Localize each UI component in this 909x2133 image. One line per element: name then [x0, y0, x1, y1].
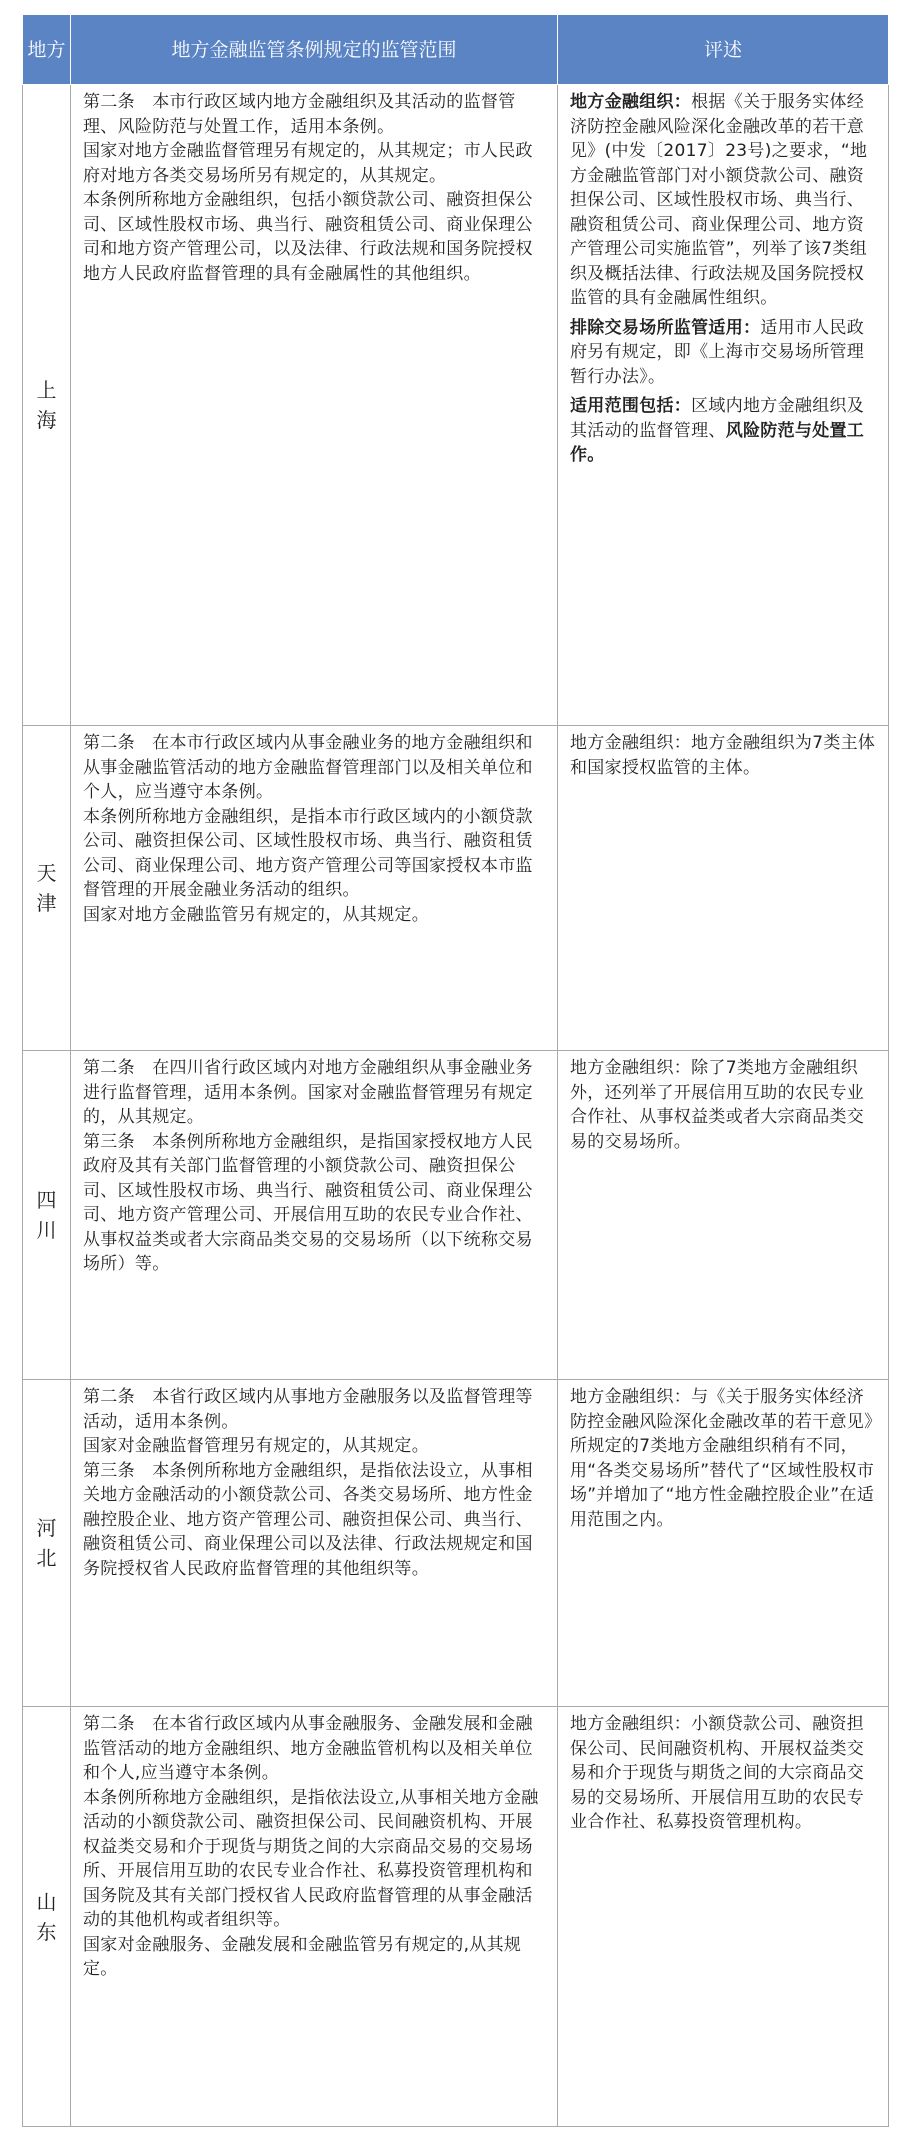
table-header-row — [23, 15, 889, 85]
comment-text: 区域内地方金融组织及其活动的监督管理、 — [570, 396, 865, 441]
region-name: 河 北 — [36, 1516, 57, 1570]
table-row — [23, 1380, 889, 1707]
header-scope: 地方金融监管条例规定的监管范围 — [71, 15, 558, 85]
region-cell — [23, 726, 71, 1051]
table-row — [23, 85, 889, 726]
header-comment: 评述 — [558, 15, 889, 85]
comment-bold-tail: 风险防范与处置工作。 — [570, 420, 865, 465]
region-name: 天 津 — [36, 861, 57, 915]
scope-paragraph: 第二条 本市行政区域内地方金融组织及其活动的监督管理、风险防范与处置工作，适用本条例。 — [83, 92, 516, 137]
comment-cell — [558, 1051, 889, 1380]
region-name: 上 海 — [36, 378, 57, 432]
comment-text: 适用市人民政府另有规定，即《上海市交易场所管理暂行办法》。 — [570, 317, 865, 387]
comment-paragraph — [570, 394, 876, 468]
scope-paragraph: 第二条 在本市行政区域内从事金融业务的地方金融组织和从事金融监管活动的地方金融监督管理部门以及相关单位和个人，应当遵守本条例。 — [83, 733, 533, 802]
scope-paragraph: 国家对地方金融监督管理另有规定的，从其规定；市人民政府对地方各类交易场所另有规定的，从其规定。 — [83, 141, 533, 186]
comment-heading: 排除交易场所监管适用： — [570, 317, 761, 338]
comment-cell — [558, 726, 889, 1051]
scope-paragraph: 第三条 本条例所称地方金融组织，是指国家授权地方人民政府及其有关部门监督管理的小额贷款公司、融资担保公司、区域性股权市场、典当行、融资租赁公司、商业保理公司、地方资产管理公司、开展信用互助的农民专业合作社、从事权益类或者大宗商品类交易的交易场所（以下统称交易场所）等。 — [83, 1131, 533, 1274]
table-row — [23, 726, 889, 1051]
comment-paragraph: 地方金融组织：与《关于服务实体经济防控金融风险深化金融改革的若干意见》所规定的7类地方金融组织稍有不同，用“各类交易场所”替代了“区域性股权市场”并增加了“地方性金融控股企业”在适用范围之内。 — [570, 1387, 875, 1530]
region-cell — [23, 1707, 71, 2127]
comment-cell — [558, 1707, 889, 2127]
scope-paragraph: 国家对金融服务、金融发展和金融监管另有规定的,从其规定。 — [83, 1934, 522, 1979]
region-name: 山 东 — [36, 1889, 57, 1944]
region-cell — [23, 85, 71, 726]
scope-paragraph: 本条例所称地方金融组织，是指依法设立,从事相关地方金融活动的小额贷款公司、融资担保公司、民间融资机构、开展权益类交易和介于现货与期货之间的大宗商品交易的交易场所、开展信用互助的农民专业合作社、私募投资管理机构和国务院及其有关部门授权省人民政府监督管理的从事金融活动的其他机构或者组织等。 — [83, 1787, 539, 1930]
comment-heading: 适用范围包括： — [570, 396, 692, 416]
comment-paragraph: 地方金融组织：小额贷款公司、融资担保公司、民间融资机构、开展权益类交易和介于现货与期货之间的大宗商品交易的交易场所、开展信用互助的农民专业合作社、私募投资管理机构。 — [570, 1714, 865, 1832]
scope-paragraph: 第二条 本省行政区域内从事地方金融服务以及监督管理等活动，适用本条例。 — [83, 1387, 533, 1432]
comment-paragraph: 地方金融组织：地方金融组织为7类主体和国家授权监管的主体。 — [570, 733, 876, 778]
scope-cell — [71, 85, 558, 726]
region-name: 四 川 — [36, 1188, 57, 1242]
scope-cell — [71, 1707, 558, 2127]
comment-heading: 地方金融组织： — [570, 92, 692, 112]
scope-cell — [71, 1051, 558, 1380]
scope-paragraph: 第二条 在四川省行政区域内对地方金融组织从事金融业务进行监督管理，适用本条例。国家对金融监督管理另有规定的，从其规定。 — [83, 1058, 533, 1127]
scope-paragraph: 国家对地方金融监管另有规定的，从其规定。 — [83, 904, 429, 925]
scope-paragraph: 本条例所称地方金融组织，包括小额贷款公司、融资担保公司、区域性股权市场、典当行、融资租赁公司、商业保理公司和地方资产管理公司，以及法律、行政法规和国务院授权地方人民政府监督管理的具有金融属性的其他组织。 — [83, 190, 533, 284]
comment-paragraph — [570, 90, 876, 311]
comment-paragraph — [570, 316, 876, 390]
table-row — [23, 1051, 889, 1380]
comment-cell — [558, 1380, 889, 1707]
table-body — [23, 85, 889, 2127]
table-row — [23, 1707, 889, 2127]
region-cell — [23, 1380, 71, 1707]
scope-cell — [71, 726, 558, 1051]
header-region: 地方 — [23, 15, 71, 85]
region-cell — [23, 1051, 71, 1380]
scope-paragraph: 第三条 本条例所称地方金融组织，是指依法设立，从事相关地方金融活动的小额贷款公司、各类交易场所、地方性金融控股企业、地方资产管理公司、融资担保公司、典当行、融资租赁公司、商业保理公司以及法律、行政法规规定和国务院授权省人民政府监督管理的其他组织等。 — [83, 1460, 533, 1579]
comment-paragraph: 地方金融组织：除了7类地方金融组织外，还列举了开展信用互助的农民专业合作社、从事权益类或者大宗商品类交易的交易场所。 — [570, 1058, 865, 1152]
comment-cell — [558, 85, 889, 726]
scope-paragraph: 本条例所称地方金融组织，是指本市行政区域内的小额贷款公司、融资担保公司、区域性股权市场、典当行、融资租赁公司、商业保理公司、地方资产管理公司等国家授权本市监督管理的开展金融业务活动的组织。 — [83, 806, 533, 900]
regulation-comparison-table — [22, 14, 889, 2127]
scope-paragraph: 第二条 在本省行政区域内从事金融服务、金融发展和金融监管活动的地方金融组织、地方金融监管机构以及相关单位和个人,应当遵守本条例。 — [83, 1714, 533, 1783]
comment-text: 根据《关于服务实体经济防控金融风险深化金融改革的若干意见》(中发〔2017〕23号)之要求，“地方金融监管部门对小额贷款公司、融资担保公司、区域性股权市场、典当行、融资租赁公司、商业保理公司、地方资产管理公司实施监管”，列举了该7类组织及概括法律、行政法规及国务院授权监管的具有金融属性组织。 — [570, 92, 868, 308]
scope-cell — [71, 1380, 558, 1707]
scope-paragraph: 国家对金融监督管理另有规定的，从其规定。 — [83, 1436, 429, 1456]
